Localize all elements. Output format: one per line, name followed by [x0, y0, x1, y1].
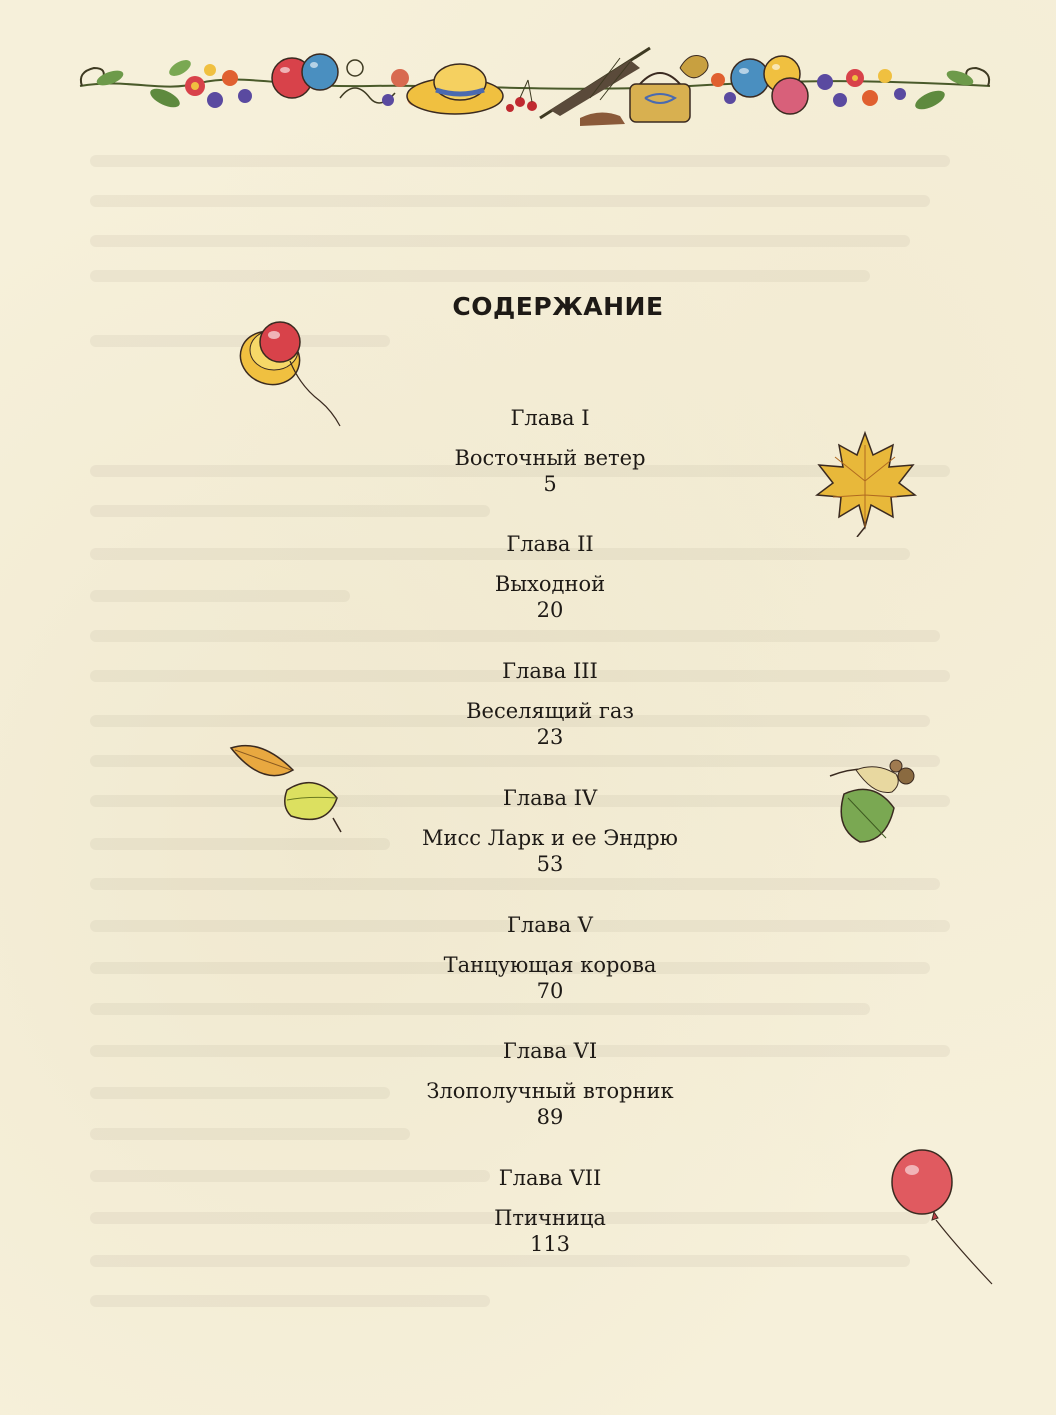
chapter-label: Глава III [502, 659, 598, 683]
bleed-through-line [90, 155, 950, 167]
chapter-title: Выходной [494, 572, 606, 596]
chapter-label: Глава VII [498, 1166, 602, 1190]
bleed-through-line [90, 235, 910, 247]
page-number: 53 [536, 852, 564, 876]
page-number: 20 [536, 598, 564, 622]
chapter-title: Восточный ветер [454, 446, 646, 470]
chapter-title: Танцующая корова [443, 953, 657, 977]
floral-banner-icon [70, 38, 1000, 138]
chapter-title: Злополучный вторник [426, 1079, 674, 1103]
bleed-through-line [90, 505, 490, 517]
toc-entry[interactable] [0, 1038, 1056, 1130]
chapter-label: Глава VI [502, 1039, 598, 1063]
bleed-through-line [90, 1295, 490, 1307]
chapter-label: Глава V [507, 913, 593, 937]
toc-entry[interactable] [0, 658, 1056, 750]
bleed-through-line [90, 630, 940, 642]
bleed-through-line [90, 755, 940, 767]
chapter-label: Глава IV [502, 786, 598, 810]
chapter-label: Глава I [510, 406, 590, 430]
page-number: 113 [529, 1232, 571, 1256]
chapter-label: Глава II [506, 532, 594, 556]
bleed-through-line [90, 270, 870, 282]
chapter-title: Мисс Ларк и ее Эндрю [422, 826, 678, 850]
bleed-through-line [90, 878, 940, 890]
page-number: 5 [543, 472, 557, 496]
toc-entry[interactable] [0, 405, 1056, 497]
toc-entry[interactable] [0, 1165, 1056, 1257]
page-title: СОДЕРЖАНИЕ [452, 292, 664, 321]
bleed-through-line [90, 195, 930, 207]
chapter-title: Веселящий газ [466, 699, 634, 723]
chapter-title: Птичница [494, 1206, 606, 1230]
toc-entry[interactable] [0, 785, 1056, 877]
page-number: 89 [536, 1105, 564, 1129]
bleed-through-line [90, 1003, 870, 1015]
toc-entry[interactable] [0, 912, 1056, 1004]
page-number: 70 [536, 979, 564, 1003]
toc-entry[interactable] [0, 531, 1056, 623]
page-number: 23 [536, 725, 564, 749]
